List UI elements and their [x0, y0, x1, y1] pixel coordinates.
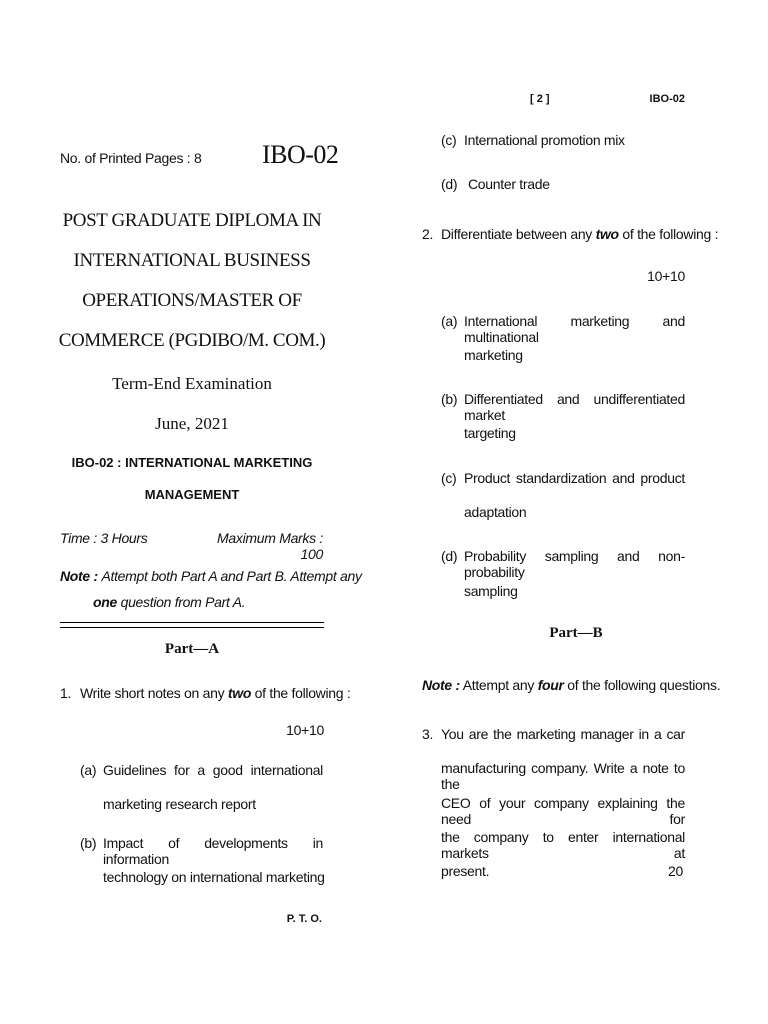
part-b-heading: Part—B [549, 625, 603, 641]
question-2 [441, 226, 718, 242]
course-title-line: MANAGEMENT [144, 487, 240, 502]
option-label: (c) [441, 132, 457, 148]
paper-code: IBO-02 [262, 140, 339, 169]
question-emphasis: two [227, 685, 252, 701]
option-label: (a) [441, 313, 458, 329]
exam-session: June, 2021 [155, 414, 229, 433]
printed-pages: No. of Printed Pages : 8 [60, 150, 202, 166]
question-3-line: the company to enter international markets at [441, 829, 685, 861]
question-text: of the following : [618, 226, 719, 242]
option-text: Guidelines for a good international [103, 762, 323, 778]
option-text: adaptation [464, 504, 527, 520]
divider [60, 627, 324, 628]
question-number: 1. [60, 685, 72, 701]
option-text: Probability sampling and non-probability [464, 548, 685, 580]
title-line: OPERATIONS/MASTER OF [82, 290, 302, 311]
maximum-marks: Maximum Marks : 100 [217, 530, 323, 562]
option-text: Product standardization and product [464, 470, 685, 486]
note-label: Note : [422, 677, 460, 693]
question-number: 2. [422, 226, 434, 242]
question-3-line: present. [441, 863, 490, 879]
title-line: COMMERCE (PGDIBO/M. COM.) [58, 330, 326, 351]
page-number: [ 2 ] [530, 93, 550, 105]
option-label: (a) [80, 762, 97, 778]
option-text: sampling [464, 583, 518, 599]
exam-title: Term-End Examination [112, 374, 272, 393]
question-3-line: CEO of your company explaining the need for [441, 795, 685, 827]
note-text: Attempt any [459, 677, 538, 693]
question-3-line: manufacturing company. Write a note to the [441, 760, 685, 792]
option-text: marketing [464, 347, 523, 363]
course-title-line: IBO-02 : INTERNATIONAL MARKETING [71, 455, 313, 470]
option-label: (c) [441, 470, 457, 486]
option-text: International promotion mix [464, 132, 625, 148]
question-text: Write short notes on any [80, 685, 228, 701]
option-text: targeting [464, 425, 516, 441]
question-marks: 10+10 [286, 722, 324, 738]
question-1 [80, 685, 350, 701]
question-3-line: You are the marketing manager in a car [441, 726, 685, 742]
question-number: 3. [422, 726, 434, 742]
option-label: (b) [441, 391, 458, 407]
note-emphasis: one [93, 594, 117, 610]
option-label: (b) [80, 835, 97, 851]
option-label: (d) [441, 548, 458, 564]
divider [60, 622, 324, 623]
note-label: Note : [60, 568, 98, 584]
option-label: (d) [441, 176, 458, 192]
question-marks: 10+10 [647, 268, 685, 284]
title-line: INTERNATIONAL BUSINESS [73, 250, 311, 271]
question-emphasis: two [595, 226, 619, 242]
question-text: Differentiate between any [441, 226, 596, 242]
option-text: Differentiated and undifferentiated market [464, 391, 685, 423]
option-text: Impact of developments in information [103, 835, 323, 867]
part-b-note [422, 677, 720, 693]
option-text: International marketing and multinational [464, 313, 685, 345]
note-text: question from Part A. [117, 594, 246, 610]
pto: P. T. O. [286, 913, 322, 925]
note-text: Attempt both Part A and Part B. Attempt any [101, 568, 362, 584]
time-allowed: Time : 3 Hours [60, 530, 148, 546]
option-text: technology on international marketing [103, 869, 325, 885]
instructions-note [60, 568, 362, 584]
title-line: POST GRADUATE DIPLOMA IN [62, 210, 322, 231]
note-text: of the following questions. [563, 677, 721, 693]
option-text: marketing research report [103, 796, 256, 812]
question-marks: 20 [668, 863, 683, 879]
option-text: Counter trade [468, 176, 550, 192]
question-text: of the following : [251, 685, 351, 701]
paper-code: IBO-02 [649, 93, 685, 105]
note-emphasis: four [537, 677, 564, 693]
part-a-heading: Part—A [164, 641, 220, 657]
instructions-note-cont [93, 594, 245, 610]
